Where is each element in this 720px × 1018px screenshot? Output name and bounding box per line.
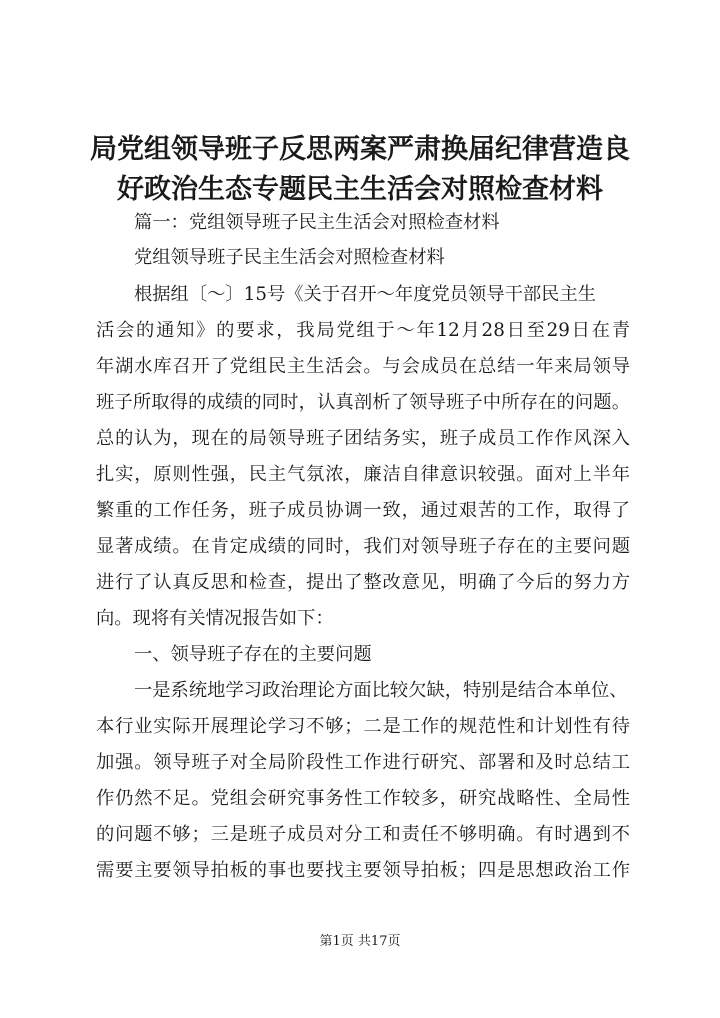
body-line: 活会的通知》的要求，我局党组于～年12月28日至29日在青 [96,320,630,341]
body-line: 加强。领导班子对全局阶段性工作进行研究、部署和及时总结工 [96,752,630,773]
body-line: 一是系统地学习政治理论方面比较欠缺，特别是结合本单位、 [134,680,628,701]
body-line: 向。现将有关情况报告如下： [96,608,334,629]
body-line: 扎实，原则性强，民主气氛浓，廉洁自律意识较强。面对上半年 [96,464,630,485]
section-heading: 一、领导班子存在的主要问题 [134,644,372,665]
body-line: 总的认为，现在的局领导班子团结务实，班子成员工作作风深入 [96,428,630,449]
page-number-footer: 第1页 共17页 [319,934,401,949]
document-title-line-1: 局党组领导班子反思两案严肃换届纪律营造良 [90,134,630,165]
body-line: 需要主要领导拍板的事也要找主要领导拍板；四是思想政治工作 [96,860,630,881]
section-heading-part-1: 篇一：党组领导班子民主生活会对照检查材料 [134,212,500,233]
body-line: 繁重的工作任务，班子成员协调一致，通过艰苦的工作，取得了 [96,500,630,521]
body-line: 根据组〔～〕15号《关于召开～年度党员领导干部民主生 [134,284,597,305]
body-line: 显著成绩。在肯定成绩的同时，我们对领导班子存在的主要问题 [96,536,630,557]
subheading: 党组领导班子民主生活会对照检查材料 [134,247,445,268]
body-line: 作仍然不足。党组会研究事务性工作较多，研究战略性、全局性 [96,788,630,809]
body-line: 本行业实际开展理论学习不够；二是工作的规范性和计划性有待 [96,716,630,737]
body-line: 的问题不够；三是班子成员对分工和责任不够明确。有时遇到不 [96,824,630,845]
document-title-line-2: 好政治生态专题民主生活会对照检查材料 [117,174,603,205]
body-line: 班子所取得的成绩的同时，认真剖析了领导班子中所存在的问题。 [96,392,630,413]
body-line: 年湖水库召开了党组民主生活会。与会成员在总结一年来局领导 [96,356,630,377]
body-line: 进行了认真反思和检查，提出了整改意见，明确了今后的努力方 [96,572,630,593]
